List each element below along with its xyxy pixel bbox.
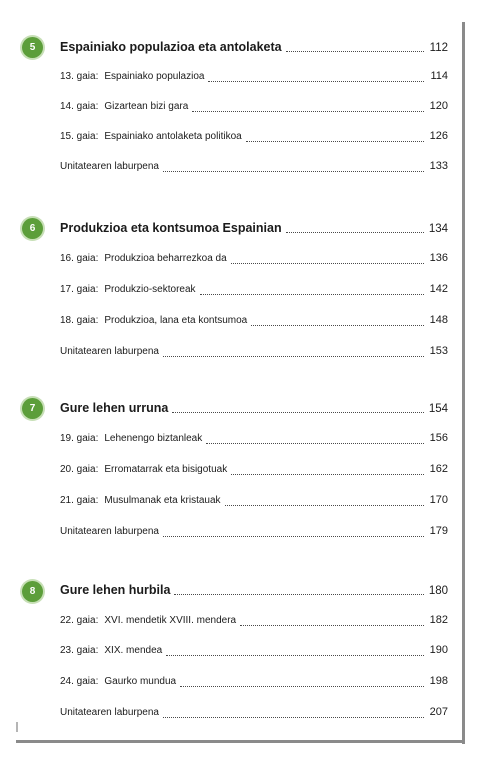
summary-label: Unitatearen laburpena	[60, 161, 159, 172]
topic-row[interactable]	[60, 283, 448, 299]
page-number: 126	[429, 130, 448, 142]
unit-title-row[interactable]	[60, 401, 448, 417]
dot-leader	[206, 442, 424, 444]
page-number: 154	[428, 403, 448, 415]
page-number: 114	[430, 70, 448, 82]
topic-number: 16. gaia:	[60, 253, 99, 264]
page-number: 134	[428, 223, 448, 235]
summary-label: Unitatearen laburpena	[60, 526, 159, 537]
unit-number-badge: 8	[22, 581, 43, 602]
scan-mark	[16, 722, 18, 732]
dot-leader	[225, 504, 424, 506]
dot-leader	[286, 231, 424, 233]
dot-leader	[208, 80, 424, 82]
page-border-right	[462, 22, 465, 744]
summary-row[interactable]	[60, 706, 448, 722]
topic-title: Espainiako populazioa	[104, 71, 205, 82]
unit-title-row[interactable]	[60, 221, 448, 237]
topic-row[interactable]	[60, 100, 448, 116]
page-border-bottom	[16, 740, 465, 743]
topic-number: 19. gaia:	[60, 433, 99, 444]
topic-title: Espainiako antolaketa politikoa	[104, 131, 242, 142]
dot-leader	[163, 535, 424, 537]
unit-number-badge: 6	[22, 218, 43, 239]
unit-number-badge: 7	[22, 398, 43, 419]
dot-leader	[172, 411, 424, 413]
topic-number: 15. gaia:	[60, 131, 99, 142]
dot-leader	[163, 170, 424, 172]
page-number: 180	[428, 585, 448, 597]
page-number: 179	[429, 525, 448, 537]
page-number: 182	[429, 614, 448, 626]
topic-number: 23. gaia:	[60, 645, 99, 656]
page-number: 162	[429, 463, 448, 475]
dot-leader	[231, 473, 424, 475]
topic-row[interactable]	[60, 675, 448, 691]
topic-title: Erromatarrak eta bisigotuak	[104, 464, 228, 475]
dot-leader	[192, 110, 424, 112]
page-number: 153	[429, 345, 448, 357]
unit-title-row[interactable]	[60, 583, 448, 599]
topic-row[interactable]	[60, 314, 448, 330]
summary-row[interactable]	[60, 345, 448, 361]
page-number: 136	[429, 252, 448, 264]
topic-row[interactable]	[60, 463, 448, 479]
topic-title: Musulmanak eta kristauak	[104, 495, 221, 506]
page-number: 112	[429, 42, 448, 54]
page-number: 148	[429, 314, 448, 326]
unit-title: Gure lehen urruna	[60, 401, 169, 415]
dot-leader	[163, 716, 424, 718]
topic-title: XIX. mendea	[104, 645, 163, 656]
topic-row[interactable]	[60, 70, 448, 86]
page-number: 190	[429, 644, 448, 656]
summary-label: Unitatearen laburpena	[60, 346, 159, 357]
dot-leader	[246, 140, 424, 142]
topic-number: 20. gaia:	[60, 464, 99, 475]
topic-row[interactable]	[60, 494, 448, 510]
topic-row[interactable]	[60, 432, 448, 448]
dot-leader	[200, 293, 424, 295]
summary-row[interactable]	[60, 160, 448, 176]
topic-number: 14. gaia:	[60, 101, 99, 112]
summary-row[interactable]	[60, 525, 448, 541]
dot-leader	[231, 262, 424, 264]
topic-title: Gizartean bizi gara	[104, 101, 189, 112]
page-number: 133	[429, 160, 448, 172]
unit-title: Espainiako populazioa eta antolaketa	[60, 40, 282, 54]
page-number: 198	[429, 675, 448, 687]
page-number: 156	[429, 432, 448, 444]
dot-leader	[286, 50, 424, 52]
topic-row[interactable]	[60, 644, 448, 660]
topic-title: Produkzioa, lana eta kontsumoa	[104, 315, 248, 326]
page-number: 120	[429, 100, 448, 112]
topic-row[interactable]	[60, 614, 448, 630]
topic-row[interactable]	[60, 252, 448, 268]
topic-row[interactable]	[60, 130, 448, 146]
unit-title-row[interactable]	[60, 40, 448, 56]
summary-label: Unitatearen laburpena	[60, 707, 159, 718]
dot-leader	[163, 355, 424, 357]
dot-leader	[166, 654, 424, 656]
topic-title: XVI. mendetik XVIII. mendera	[104, 615, 237, 626]
topic-number: 21. gaia:	[60, 495, 99, 506]
page-number: 142	[429, 283, 448, 295]
dot-leader	[251, 324, 424, 326]
topic-title: Produkzioa beharrezkoa da	[104, 253, 227, 264]
unit-title: Gure lehen hurbila	[60, 583, 171, 597]
unit-number-badge: 5	[22, 37, 43, 58]
topic-number: 17. gaia:	[60, 284, 99, 295]
dot-leader	[180, 685, 424, 687]
topic-number: 24. gaia:	[60, 676, 99, 687]
topic-number: 13. gaia:	[60, 71, 99, 82]
page-number: 170	[429, 494, 448, 506]
unit-title: Produkzioa eta kontsumoa Espainian	[60, 221, 282, 235]
topic-title: Gaurko mundua	[104, 676, 177, 687]
topic-title: Produkzio-sektoreak	[104, 284, 196, 295]
topic-number: 22. gaia:	[60, 615, 99, 626]
topic-number: 18. gaia:	[60, 315, 99, 326]
dot-leader	[174, 593, 424, 595]
topic-title: Lehenengo biztanleak	[104, 433, 203, 444]
page-number: 207	[429, 706, 448, 718]
dot-leader	[240, 624, 424, 626]
